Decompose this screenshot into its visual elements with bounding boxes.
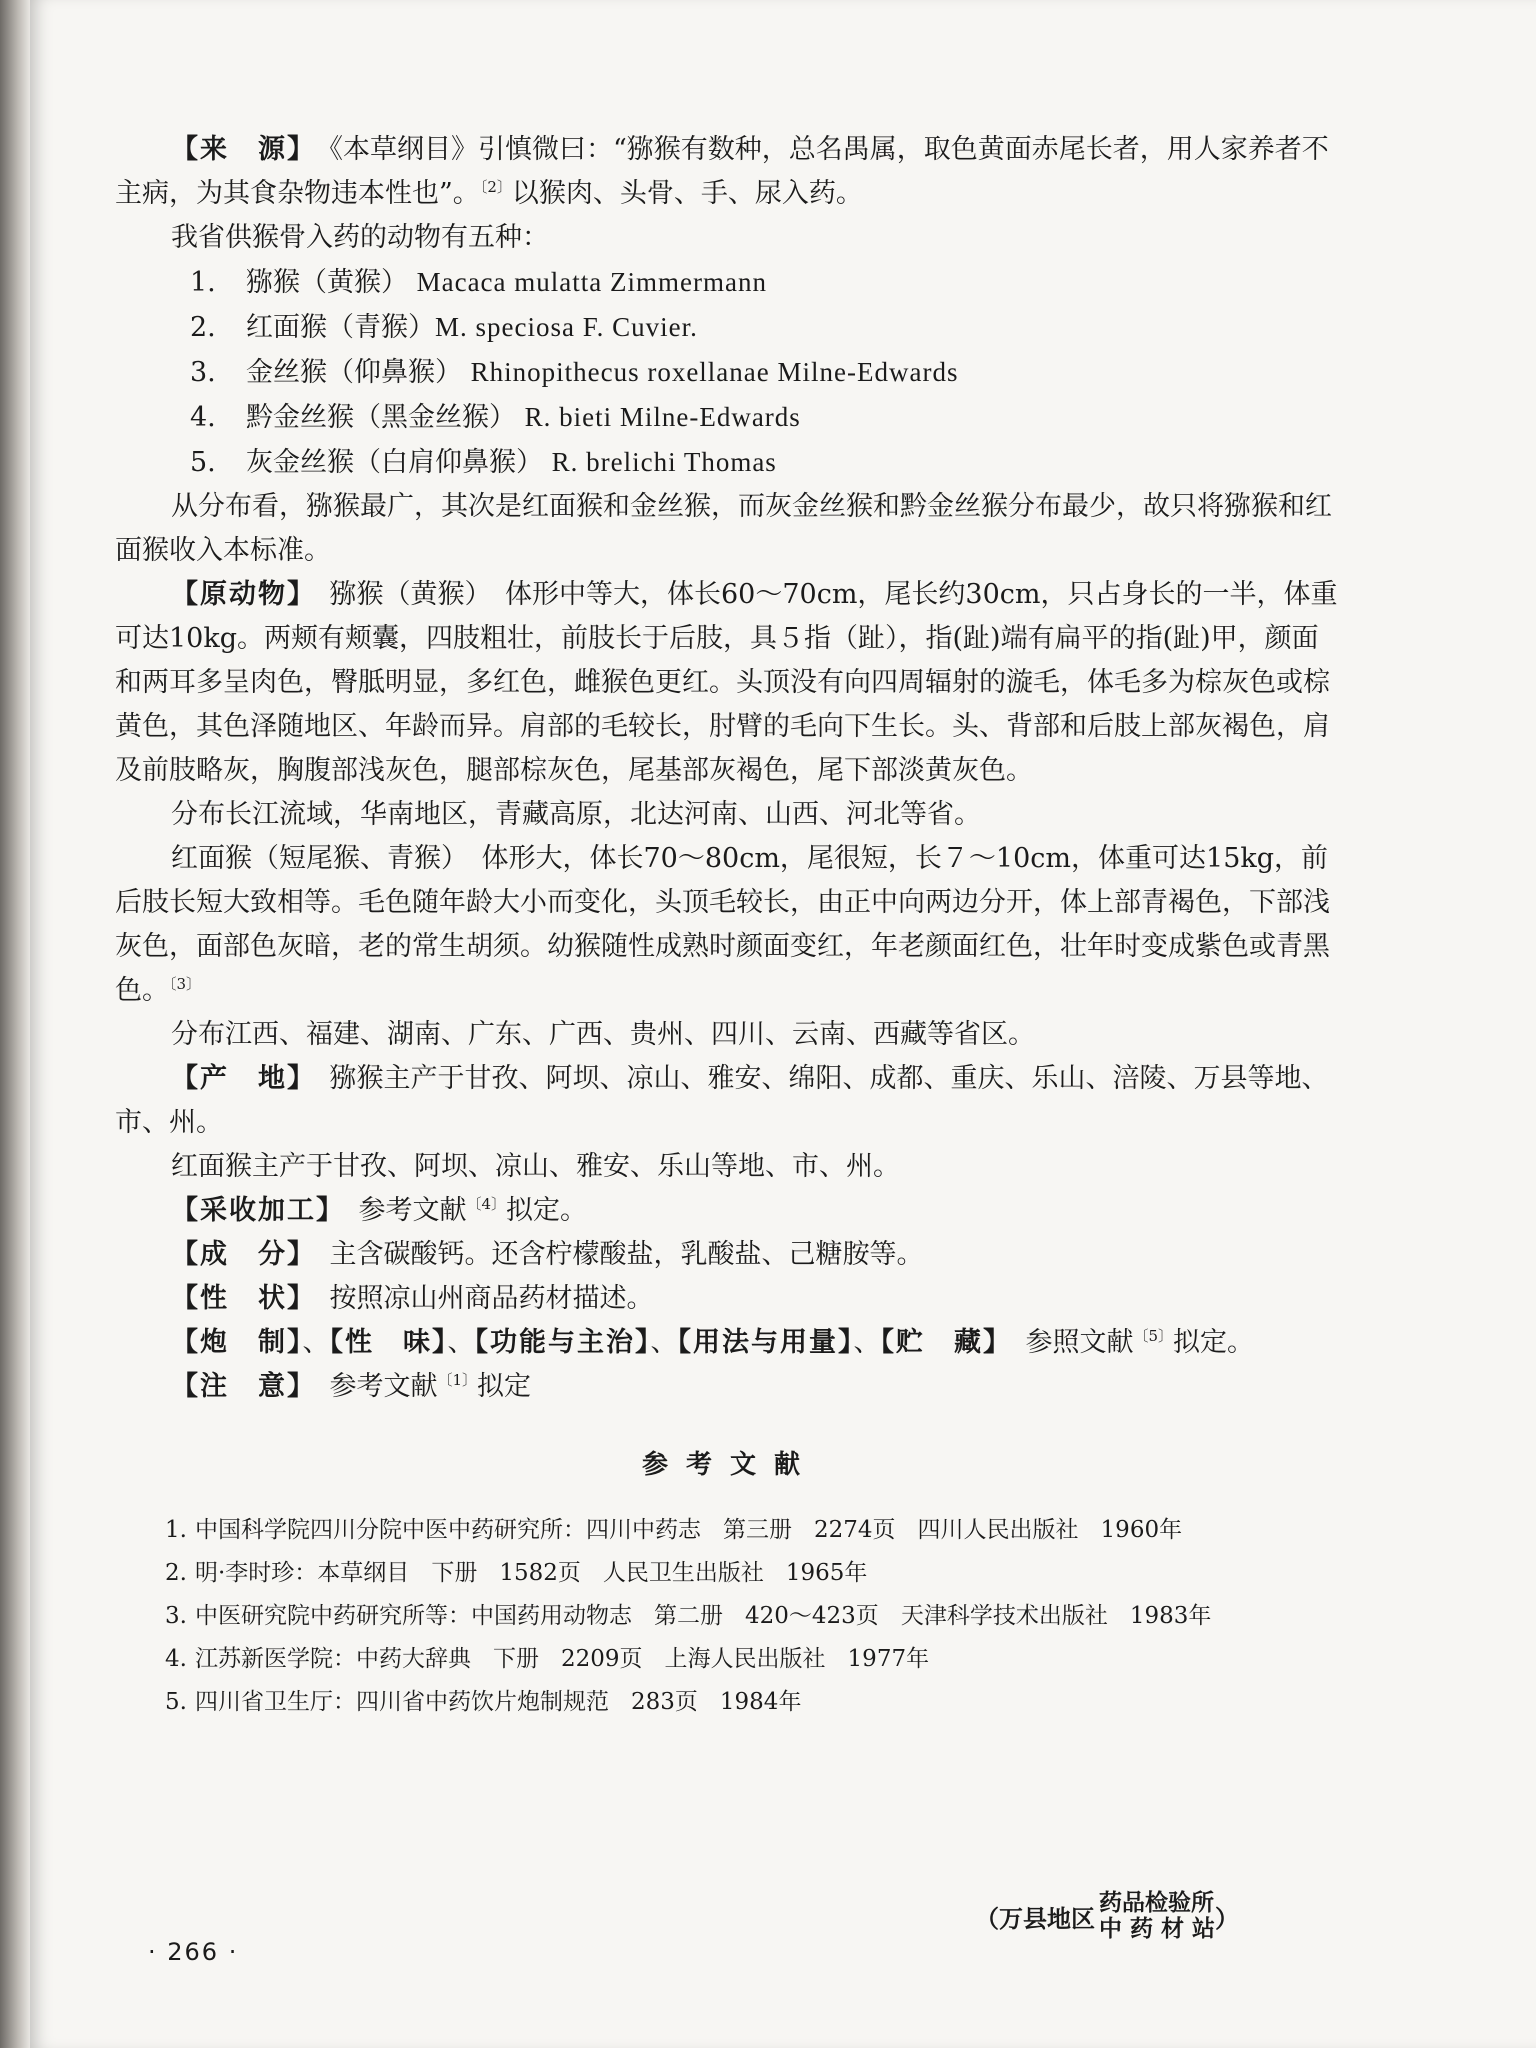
signature-line-2: 中 药 材 站 <box>1099 1916 1216 1942</box>
species-item: 1. 猕猴（黄猴） Macaca mulatta Zimmermann <box>190 267 767 298</box>
species-item: 4. 黔金丝猴（黑金丝猴） R. bieti Milne-Edwards <box>190 402 801 433</box>
section-processing: 【炮 制】、【性 味】、【功能与主治】、【用法与用量】、【贮 藏】 参照文献$^{〔5〕}$拟定。 <box>171 1327 1255 1358</box>
source-text: 《本草纲目》引慎微曰：“猕猴有数种，总名禺属，取色黄面赤尾长者，用人家养者不主病，为其食杂物违本性也”。 <box>115 134 1329 209</box>
species-item: 5. 灰金丝猴（白肩仰鼻猴） R. brelichi Thomas <box>190 447 777 478</box>
signature-block: （万县地区 药品检验所 中 药 材 站 ） <box>975 1890 1240 1942</box>
species-item: 2. 红面猴（青猴）M. speciosa F. Cuvier. <box>190 312 698 343</box>
animal-text: 猕猴（黄猴） 体形中等大，体长60～70cm，尾长约30cm，只占身长的一半，体重可达10kg。两颊有颊囊，四肢粗壮，前肢长于后肢，具５指（趾），指(趾)端有扁平的指(趾)甲，颜面和两耳多呈肉色，臀胝明显，多红色，雌猴色更红。头顶没有向四周辐射的漩毛，体毛多为棕灰色或棕黄色，其色泽随地区、年龄而异。肩部的毛较长，肘臂的毛向下生长。头、背部和后肢上部灰褐色，肩及前肢略灰，胸腹部浅灰色，腿部棕灰色，尾基部灰褐色，尾下部淡黄灰色。 <box>115 579 1338 786</box>
heading-taste: 【性 味】 <box>329 1327 448 1358</box>
page-content <box>115 128 1345 1724</box>
heading-collection: 【采收加工】 <box>171 1195 332 1226</box>
section-animal <box>115 573 1345 793</box>
section-composition: 【成 分】 主含碳酸钙。还含柠檬酸盐，乳酸盐、己糖胺等。 <box>171 1239 924 1270</box>
heading-composition: 【成 分】 <box>171 1239 303 1270</box>
book-binding-edge <box>0 0 30 2048</box>
heading-source: 【来 源】 <box>171 134 303 165</box>
section-collection: 【采收加工】 参考文献$^{〔4〕}$拟定。 <box>171 1195 588 1226</box>
references-title: 参考文献 <box>641 1450 818 1480</box>
ref-mark: 〔2〕 <box>479 178 512 196</box>
reference-item: 2. 明·李时珍：本草纲目 下册 1582页 人民卫生出版社 1965年 <box>165 1560 868 1586</box>
references-list <box>115 1509 1345 1724</box>
heading-note: 【注 意】 <box>171 1371 303 1402</box>
source-text-2: 以猴肉、头骨、手、尿入药。 <box>511 178 863 209</box>
reference-item: 5. 四川省卫生厅：四川省中药饮片炮制规范 283页 1984年 <box>165 1689 802 1715</box>
species-list <box>115 260 1345 485</box>
section-note: 【注 意】 参考文献$^{〔1〕}$拟定 <box>171 1371 532 1402</box>
ref-mark: 〔3〕 <box>169 975 202 993</box>
page-number: · 266 · <box>148 1938 239 1966</box>
reference-item: 3. 中医研究院中药研究所等：中国药用动物志 第二册 420～423页 天津科学技术出版社 1983年 <box>165 1603 1212 1629</box>
heading-character: 【性 状】 <box>171 1283 303 1314</box>
heading-origin: 【产 地】 <box>171 1063 303 1094</box>
animal-text-2: 红面猴（短尾猴、青猴） 体形大，体长70～80cm，尾很短，长７～10cm，体重可达15kg，前后肢长短大致相等。毛色随年龄大小而变化，头顶毛较长，由正中向两边分开，体上部青褐色，下部浅灰色，面部色灰暗，老的常生胡须。幼猴随性成熟时颜面变红，年老颜面红色，壮年时变成紫色或青黑色。$^{〔3〕}$ <box>115 843 1330 1006</box>
section-origin: 【产 地】 猕猴主产于甘孜、阿坝、凉山、雅安、绵阳、成都、重庆、乐山、涪陵、万县等地、市、州。 <box>115 1063 1329 1138</box>
reference-item: 4. 江苏新医学院：中药大辞典 下册 2209页 上海人民出版社 1977年 <box>165 1646 930 1672</box>
ref-mark: 〔4〕 <box>466 1195 507 1213</box>
animal-distribution-1: 分布长江流域，华南地区，青藏高原，北达河南、山西、河北等省。 <box>171 799 981 830</box>
section-source <box>115 128 1345 216</box>
species-intro: 我省供猴骨入药的动物有五种： <box>171 222 549 253</box>
heading-usage: 【用法与用量】 <box>677 1327 854 1358</box>
heading-function: 【功能与主治】 <box>474 1327 651 1358</box>
species-item: 3. 金丝猴（仰鼻猴） Rhinopithecus roxellanae Milne-Edwards <box>190 357 959 388</box>
reference-item: 1. 中国科学院四川分院中医中药研究所：四川中药志 第三册 2274页 四川人民出版社 1960年 <box>165 1517 1183 1543</box>
signature-line-1: 药品检验所 <box>1099 1890 1214 1916</box>
heading-processing: 【炮 制】 <box>171 1327 303 1358</box>
distribution-summary: 从分布看，猕猴最广，其次是红面猴和金丝猴，而灰金丝猴和黔金丝猴分布最少，故只将猕猴和红面猴收入本标准。 <box>115 491 1332 566</box>
ref-mark: 〔1〕 <box>437 1371 478 1389</box>
heading-animal: 【原动物】 <box>171 579 303 610</box>
section-character: 【性 状】 按照凉山州商品药材描述。 <box>171 1283 654 1314</box>
origin-text-2: 红面猴主产于甘孜、阿坝、凉山、雅安、乐山等地、市、州。 <box>171 1151 900 1182</box>
animal-distribution-2: 分布江西、福建、湖南、广东、广西、贵州、四川、云南、西藏等省区。 <box>171 1019 1035 1050</box>
heading-storage: 【贮 藏】 <box>880 1327 999 1358</box>
ref-mark: 〔5〕 <box>1133 1327 1174 1345</box>
